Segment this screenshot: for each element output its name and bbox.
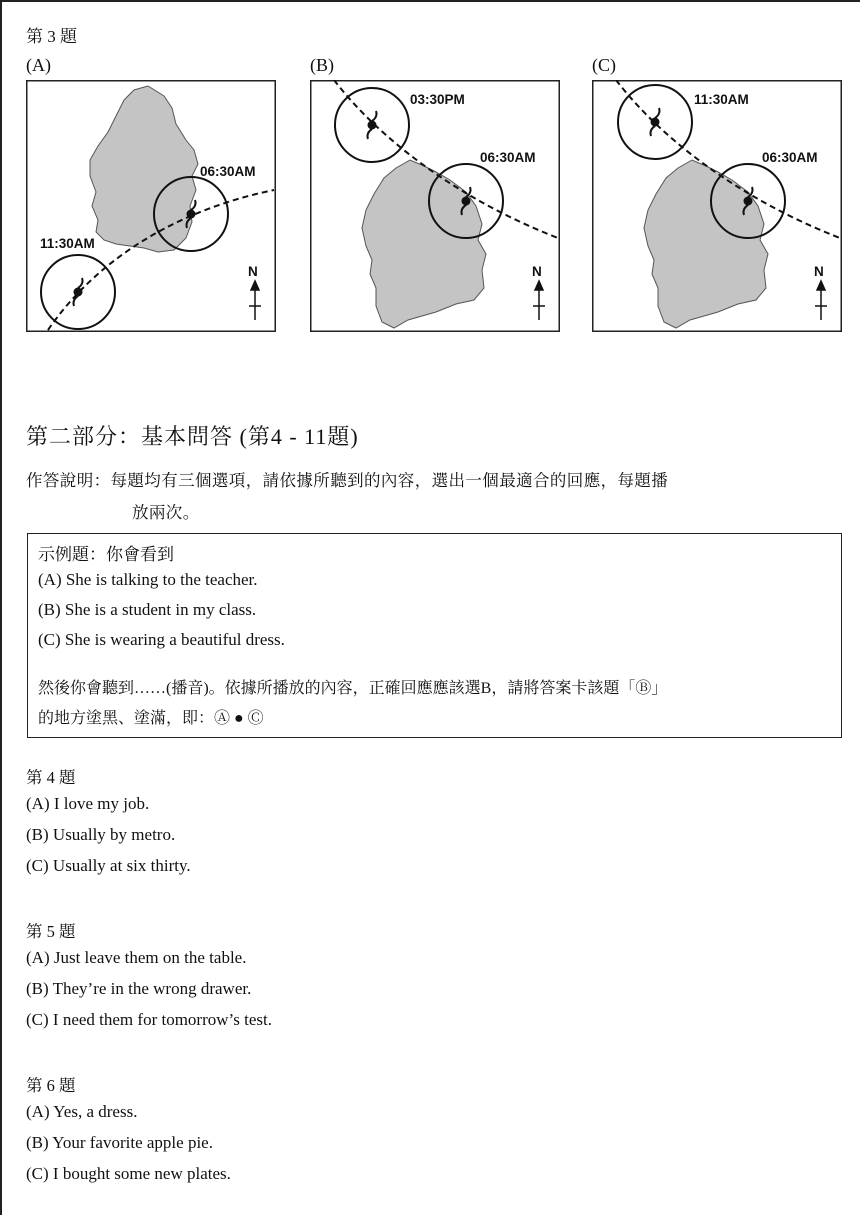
question-4-option-c: (C) Usually at six thirty.	[26, 856, 191, 875]
example-option-a: (A) She is talking to the teacher.	[38, 570, 258, 589]
time-label: 06:30AM	[200, 164, 256, 179]
map-option-b-label: (B)	[310, 55, 334, 75]
north-label: N	[532, 264, 542, 279]
question-5-option-a: (A) Just leave them on the table.	[26, 948, 247, 967]
typhoon-map-c	[592, 80, 842, 332]
time-label: 11:30AM	[40, 236, 95, 251]
time-label: 06:30AM	[762, 150, 818, 165]
typhoon-map-a	[26, 80, 276, 332]
question-6-option-a: (A) Yes, a dress.	[26, 1102, 138, 1121]
time-label: 06:30AM	[480, 150, 536, 165]
typhoon-map-b	[310, 80, 560, 332]
example-note-text: 的地方塗黑、塗滿，即：	[38, 710, 215, 727]
question-4-option-a: (A) I love my job.	[26, 794, 150, 813]
question-6-option-c: (C) I bought some new plates.	[26, 1164, 231, 1183]
question-3-title: 第 3 題	[26, 27, 77, 46]
question-6-option-b: (B) Your favorite apple pie.	[26, 1133, 213, 1152]
instructions-line-1: 作答說明：每題均有三個選項，請依據所聽到的內容，選出一個最適合的回應，每題播	[26, 471, 669, 490]
example-note-line-2	[38, 705, 264, 728]
question-4-title: 第 4 題	[26, 768, 76, 787]
example-box	[27, 533, 842, 738]
question-5-title: 第 5 題	[26, 922, 76, 941]
part-2-heading: 第二部分：基本問答 (第4 - 11題)	[26, 424, 359, 449]
question-5-option-b: (B) They’re in the wrong drawer.	[26, 979, 252, 998]
map-option-a-label: (A)	[26, 55, 51, 75]
question-5-option-c: (C) I need them for tomorrow’s test.	[26, 1010, 272, 1029]
example-note-line-1: 然後你會聽到……(播音)。依據所播放的內容，正確回應應該選B，請將答案卡該題「Ⓑ」	[38, 680, 668, 697]
question-4-option-b: (B) Usually by metro.	[26, 825, 176, 844]
example-option-c: (C) She is wearing a beautiful dress.	[38, 630, 285, 649]
example-option-b: (B) She is a student in my class.	[38, 600, 257, 619]
instructions-line-2: 放兩次。	[132, 503, 200, 522]
question-6-title: 第 6 題	[26, 1076, 76, 1095]
time-label: 03:30PM	[410, 92, 465, 107]
map-option-c-label: (C)	[592, 55, 616, 75]
example-title: 示例題：你會看到	[38, 545, 174, 564]
time-label: 11:30AM	[694, 92, 749, 107]
north-label: N	[248, 264, 258, 279]
north-label: N	[814, 264, 824, 279]
answer-marks: Ⓐ ● Ⓒ	[214, 710, 264, 727]
